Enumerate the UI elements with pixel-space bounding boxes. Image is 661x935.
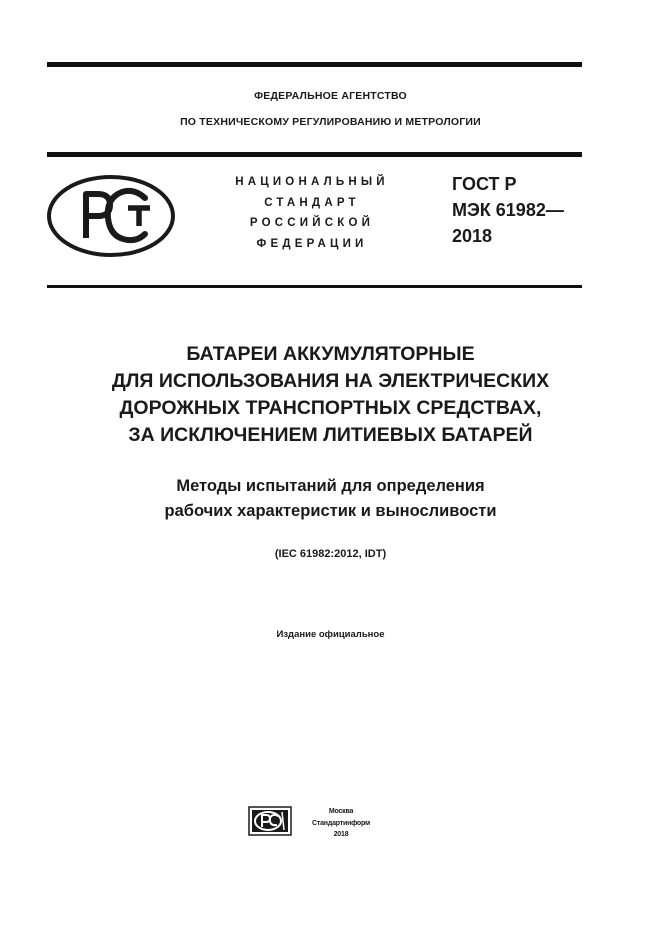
subtitle-line-2: рабочих характеристик и выносливости <box>164 502 497 520</box>
title-line-2: ДЛЯ ИСПОЛЬЗОВАНИЯ НА ЭЛЕКТРИЧЕСКИХ <box>111 370 550 392</box>
edition-note: Издание официальное <box>276 629 385 640</box>
national-standard-status <box>212 172 412 254</box>
agency-line-2: ПО ТЕХНИЧЕСКОМУ РЕГУЛИРОВАНИЮ И МЕТРОЛОГИИ <box>180 116 481 128</box>
status-line-1: НАЦИОНАЛЬНЫЙ <box>235 176 389 188</box>
title-line-3: ДОРОЖНЫХ ТРАНСПОРТНЫХ СРЕДСТВАХ, <box>119 397 542 419</box>
document-subtitle <box>0 474 661 524</box>
publisher-name: Стандартинформ <box>312 819 370 827</box>
status-line-3: РОССИЙСКОЙ <box>249 217 375 229</box>
publisher-imprint <box>306 806 376 841</box>
rst-certification-mark-icon <box>46 174 176 258</box>
standard-designation <box>452 171 564 249</box>
agency-line-1: ФЕДЕРАЛЬНОЕ АГЕНТСТВО <box>254 90 407 102</box>
publisher-city: Москва <box>328 808 354 815</box>
standard-code-line-3: 2018 <box>452 226 493 246</box>
top-divider <box>47 62 582 67</box>
iec-reference: (IEC 61982:2012, IDT) <box>274 548 387 560</box>
standard-code-line-2: МЭК 61982— <box>452 200 564 220</box>
lower-divider <box>47 285 582 288</box>
subtitle-line-1: Методы испытаний для определения <box>176 477 485 495</box>
publisher-year: 2018 <box>333 831 349 838</box>
document-title <box>0 341 661 449</box>
standard-code-line-1: ГОСТ Р <box>452 174 517 194</box>
title-line-1: БАТАРЕИ АККУМУЛЯТОРНЫЕ <box>186 343 475 365</box>
title-line-4: ЗА ИСКЛЮЧЕНИЕМ ЛИТИЕВЫХ БАТАРЕЙ <box>128 424 533 446</box>
middle-divider <box>47 152 582 157</box>
status-line-4: ФЕДЕРАЦИИ <box>256 237 368 250</box>
status-line-2: СТАНДАРТ <box>264 196 360 209</box>
standartinform-logo-icon <box>248 806 292 836</box>
